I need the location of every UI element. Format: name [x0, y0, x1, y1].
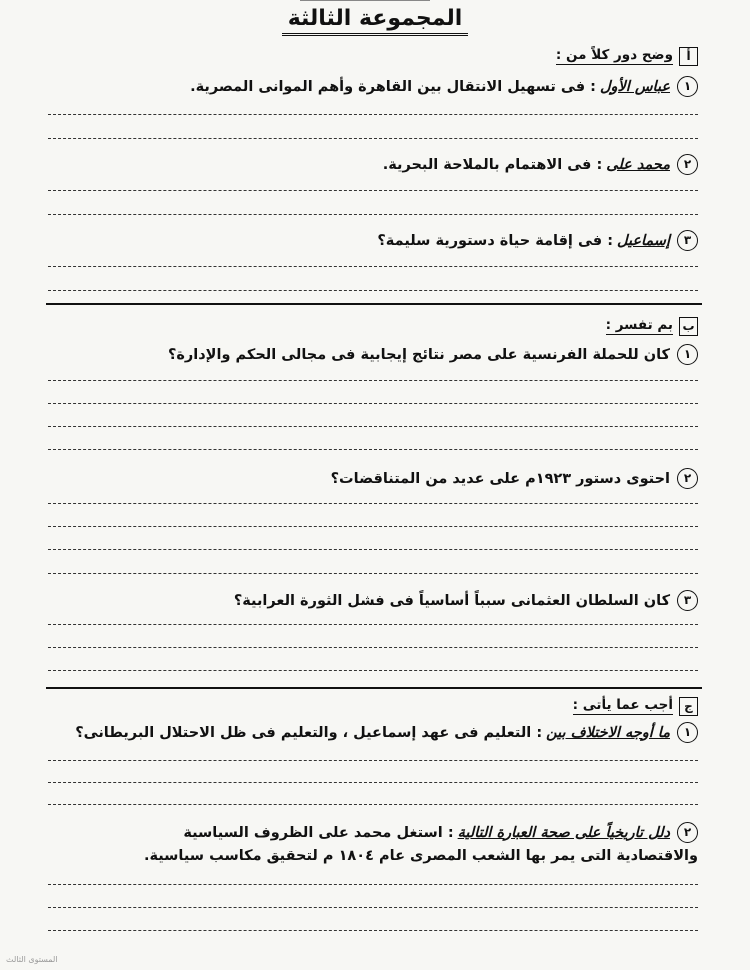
answer-line[interactable] [48, 549, 698, 550]
question-number: ١ [677, 344, 698, 365]
answer-line[interactable] [48, 573, 698, 574]
answer-line[interactable] [48, 138, 698, 139]
section-c-body [48, 720, 698, 950]
question-prompt: ما أوجه الاختلاف بين [546, 724, 670, 741]
answer-line[interactable] [48, 290, 698, 291]
answer-line[interactable] [48, 884, 698, 885]
question-a3 [48, 230, 698, 251]
question-text: كان السلطان العثمانى سبباً أساسياً فى فشل الثورة العرابية؟ [233, 592, 670, 609]
question-text: التعليم فى عهد إسماعيل ، والتعليم فى ظل الاحتلال البريطانى؟ [75, 724, 532, 741]
question-number: ١ [677, 76, 698, 97]
question-number: ٣ [677, 230, 698, 251]
section-divider [46, 687, 702, 689]
section-divider [46, 303, 702, 305]
section-b-letter: ب [679, 317, 698, 336]
answer-line[interactable] [48, 760, 698, 761]
question-text: كان للحملة الفرنسية على مصر نتائج إيجابية فى مجالى الحكم والإدارة؟ [167, 346, 670, 363]
question-text: فى الاهتمام بالملاحة البحرية. [382, 156, 592, 173]
answer-line[interactable] [48, 214, 698, 215]
answer-line[interactable] [48, 624, 698, 625]
answer-line[interactable] [48, 907, 698, 908]
section-b-body [48, 340, 698, 690]
section-c [48, 694, 698, 718]
answer-line[interactable] [48, 647, 698, 648]
answer-line[interactable] [48, 403, 698, 404]
section-a-letter: أ [679, 47, 698, 66]
answer-line[interactable] [48, 426, 698, 427]
section-b-header [48, 314, 698, 338]
section-a-header [48, 44, 698, 68]
question-number: ٢ [677, 154, 698, 175]
section-a-body [48, 70, 698, 310]
answer-line[interactable] [48, 190, 698, 191]
separator: : [607, 232, 613, 249]
separator: : [590, 78, 596, 95]
question-text: فى تسهيل الانتقال بين القاهرة وأهم الموانى المصرية. [190, 78, 586, 95]
separator: : [447, 824, 454, 841]
question-c1 [48, 722, 698, 743]
answer-line[interactable] [48, 804, 698, 805]
answer-line[interactable] [48, 503, 698, 504]
person-name: عباس الأول [599, 78, 670, 95]
answer-line[interactable] [48, 782, 698, 783]
question-text: فى إقامة حياة دستورية سليمة؟ [377, 232, 603, 249]
answer-line[interactable] [48, 930, 698, 931]
question-b2 [48, 468, 698, 489]
answer-line[interactable] [48, 380, 698, 381]
section-c-letter: ج [679, 697, 698, 716]
section-a-heading: وضح دور كلاً من : [555, 47, 673, 63]
question-b1 [48, 344, 698, 365]
page-title: المجموعة الثالثة [0, 6, 750, 31]
question-b3 [48, 590, 698, 611]
answer-line[interactable] [48, 266, 698, 267]
question-a1 [48, 76, 698, 97]
question-a2 [48, 154, 698, 175]
question-number: ١ [677, 722, 698, 743]
question-number: ٣ [677, 590, 698, 611]
person-name: محمد على [606, 156, 670, 173]
section-a [48, 44, 698, 68]
question-text-continued: والاقتصادية التى يمر بها الشعب المصرى عام ١٨٠٤ م لتحقيق مكاسب سياسية. [143, 848, 698, 864]
question-c2 [48, 822, 698, 843]
question-text: استغل محمد على الظروف السياسية [183, 824, 443, 841]
answer-line[interactable] [48, 670, 698, 671]
section-b [48, 314, 698, 338]
answer-line[interactable] [48, 449, 698, 450]
section-c-heading: أجب عما يأتى : [572, 697, 673, 713]
separator: : [536, 724, 543, 741]
question-text: احتوى دستور ١٩٢٣م على عديد من المتناقضات؟ [330, 470, 670, 487]
footer-watermark: المستوى الثالث [6, 955, 58, 964]
person-name: إسماعيل [617, 232, 670, 249]
question-number: ٢ [677, 468, 698, 489]
answer-line[interactable] [48, 526, 698, 527]
question-number: ٢ [677, 822, 698, 843]
separator: : [596, 156, 603, 173]
answer-line[interactable] [48, 114, 698, 115]
question-prompt: دلل تاريخياً على صحة العبارة التالية [457, 824, 670, 841]
section-c-header [48, 694, 698, 718]
section-b-heading: بم تفسر : [605, 317, 673, 333]
